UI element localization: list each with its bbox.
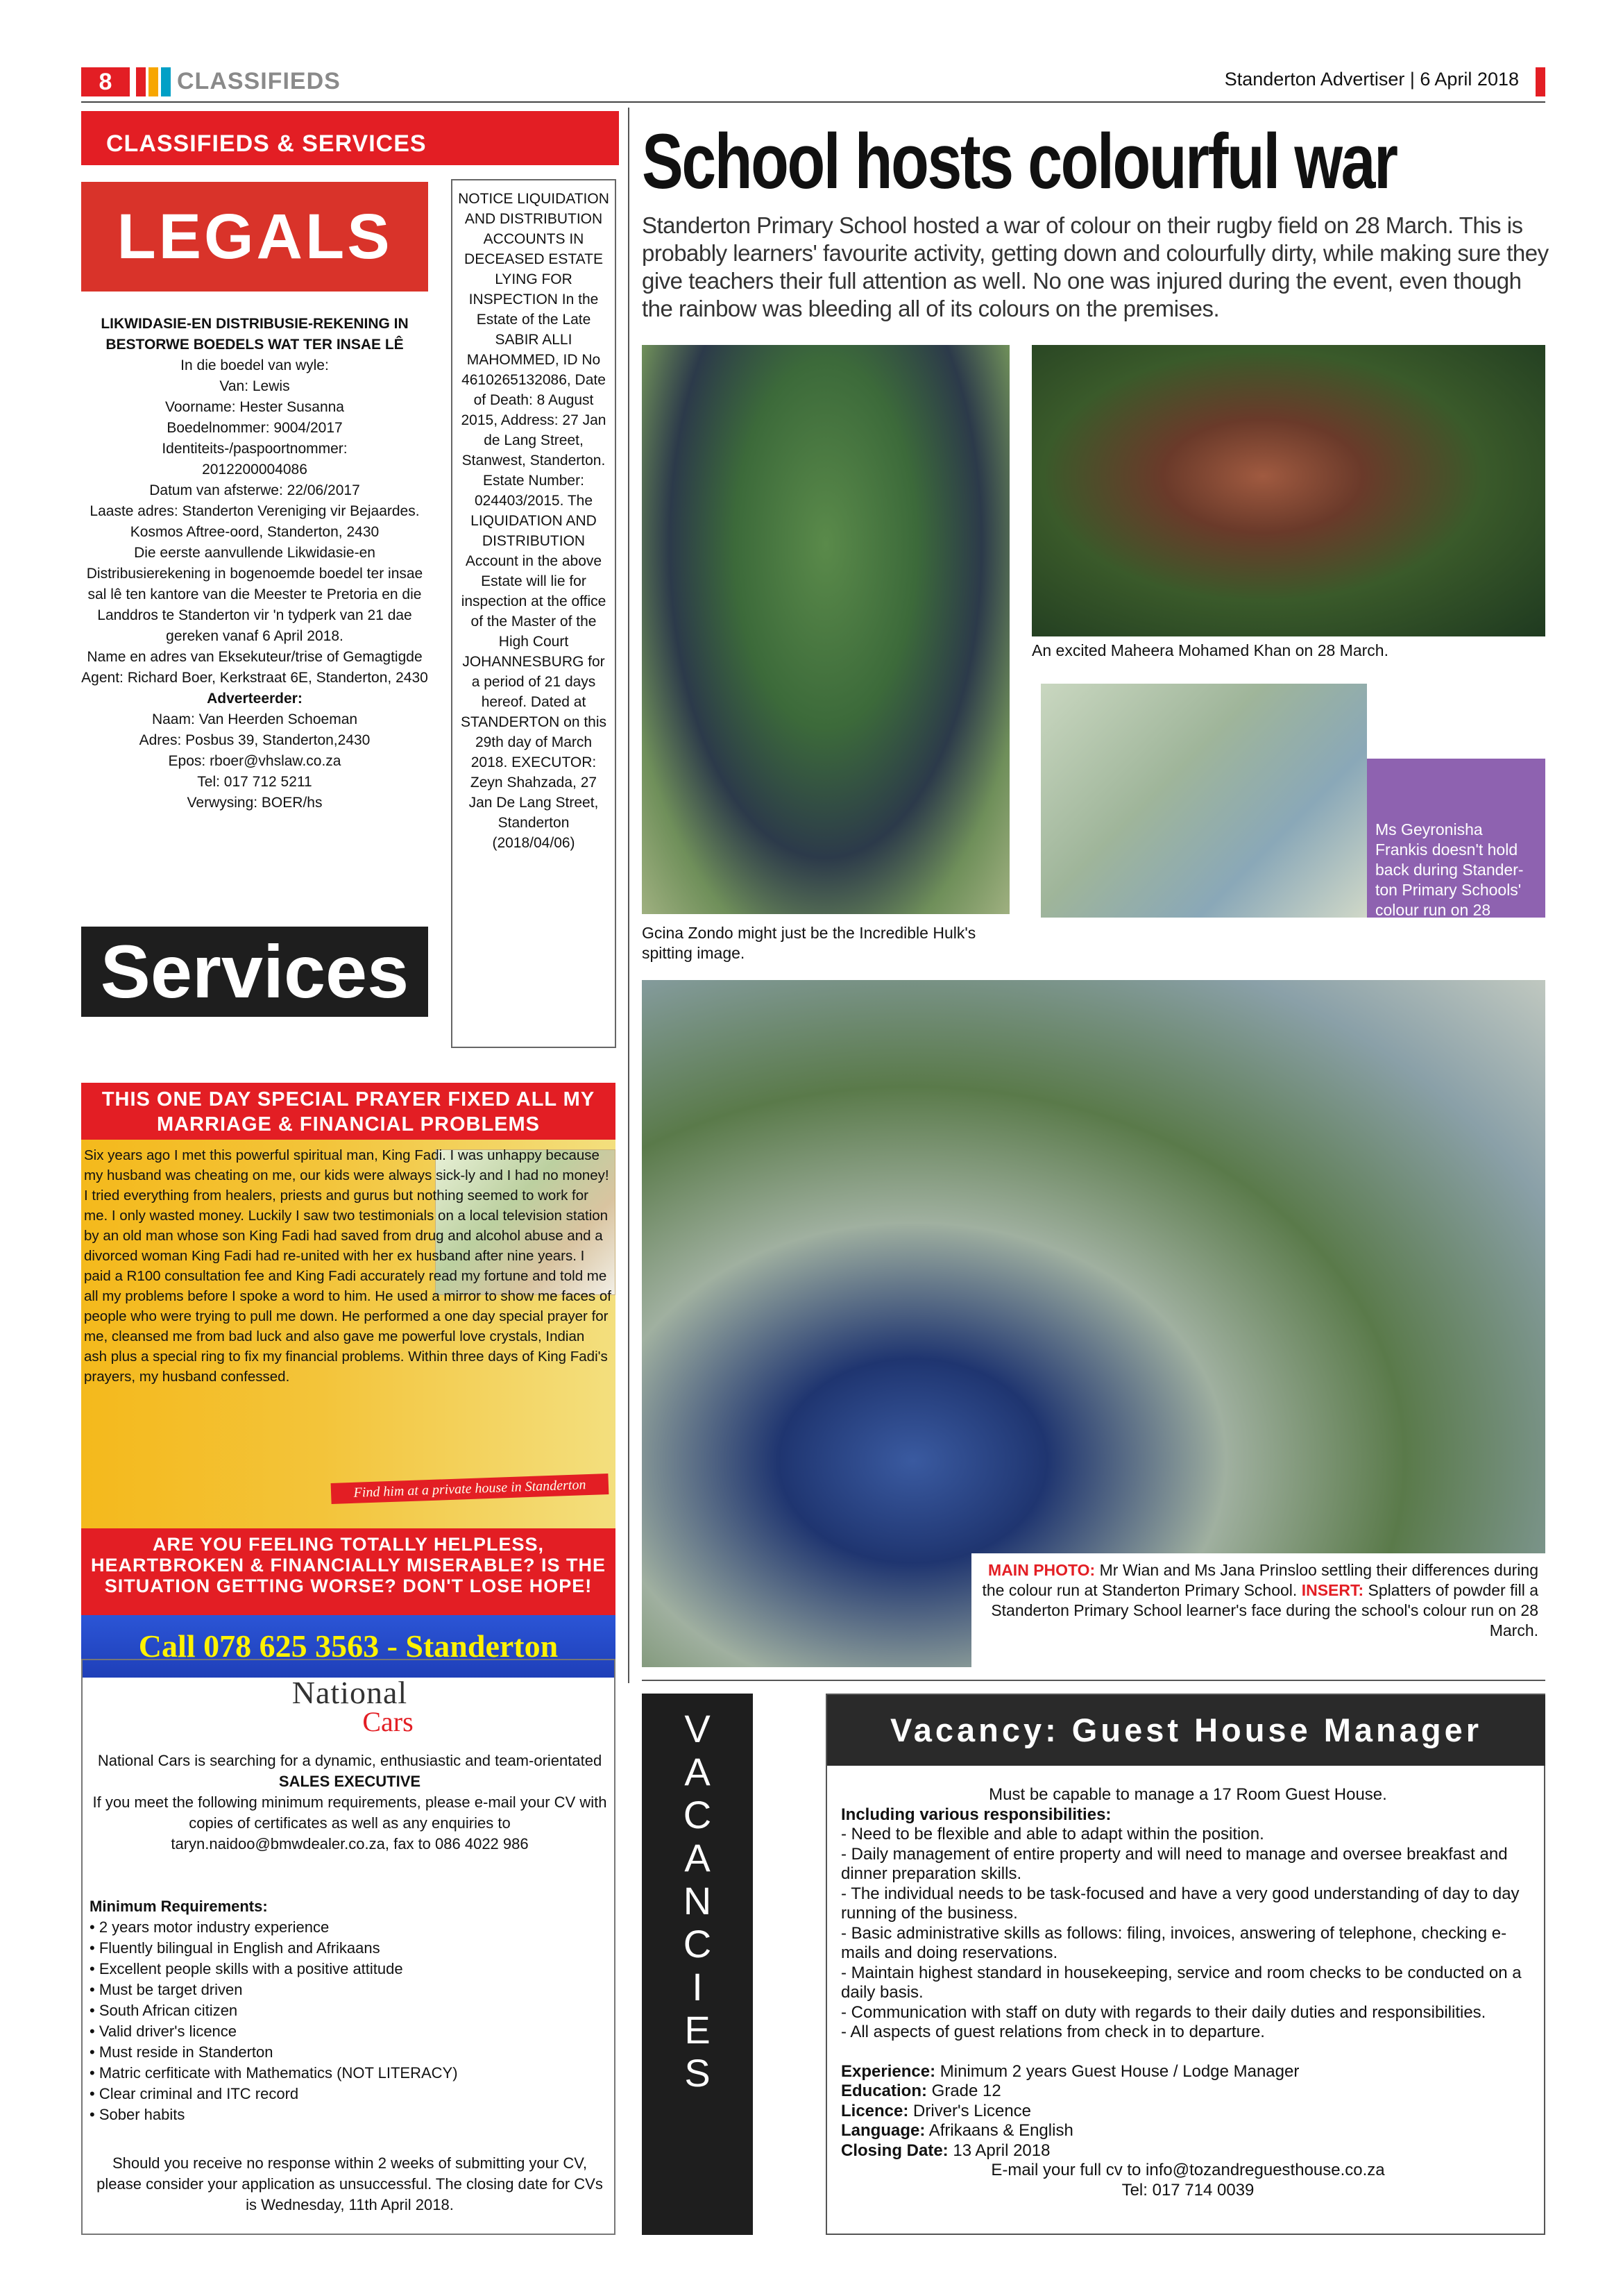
- caption-hulk: Gcina Zondo might just be the Incredible Hulk's spitting image.: [642, 924, 976, 962]
- vacancy-body: [841, 1785, 1535, 2200]
- caption-maheera: An excited Maheera Mohamed Khan on 28 March.: [1032, 641, 1388, 659]
- closing-note: Should you receive no response within 2 weeks of submitting your CV, please consider your application as unsuccessful. The closing date for CVs is Wednesday, 11th April 2018.: [96, 2154, 603, 2213]
- experience-value: Minimum 2 years Guest House / Lodge Manager: [940, 2061, 1300, 2081]
- requirement-item: • South African citizen: [90, 2000, 610, 2021]
- vacancies-letter: V: [684, 1707, 711, 1750]
- experience-row: [841, 2062, 1535, 2082]
- column-rule: [628, 108, 629, 1683]
- national-cars-intro: [90, 1750, 610, 1855]
- legal-line: Naam: Van Heerden Schoeman: [151, 711, 358, 727]
- legal-line: Epos: rboer@vhslaw.co.za: [168, 753, 341, 769]
- insert-caption: Splatters of powder fill a Standerton Primary School learner's face during the school's colour run on 28 March.: [991, 1581, 1538, 1639]
- page-number: 8: [81, 67, 130, 96]
- vacancies-letter: A: [684, 1750, 711, 1793]
- closing-value: 13 April 2018: [953, 2141, 1051, 2160]
- prayer-footer: ARE YOU FEELING TOTALLY HELPLESS, HEARTBROKEN & FINANCIALLY MISERABLE? IS THE SITUATION GETTING WORSE? DON'T LOSE HOPE!: [81, 1528, 615, 1615]
- legal-line: Laaste adres: Standerton Vereniging vir Bejaardes. Kosmos Aftree-oord, Standerton, 2430: [90, 503, 420, 540]
- masthead-accent: [1536, 67, 1545, 96]
- caption-main: [971, 1553, 1545, 1671]
- language-label: Language:: [841, 2121, 926, 2140]
- accent-bar-blue: [161, 67, 171, 96]
- article-intro: Standerton Primary School hosted a war of colour on their rugby field on 28 March. This is probably learners' favourite activity, getting down and colourfully dirty, while making sure they give teachers their full attention as well. No one was injured during the event, even though the rainbow was bleeding all of its colours on the premises.: [642, 212, 1549, 321]
- education-row: [841, 2082, 1535, 2102]
- requirements-title: Minimum Requirements:: [90, 1898, 268, 1915]
- legal-line: Adverteerder:: [207, 691, 303, 707]
- intro-text: National Cars is searching for a dynamic, enthusiastic and team-orientated: [97, 1752, 602, 1769]
- requirement-item: • Matric cerfiticate with Mathematics (NOT LITERACY): [90, 2063, 610, 2084]
- header-rule: [81, 101, 1545, 103]
- legal-line: Boedelnommer: 9004/2017: [167, 420, 343, 436]
- vacancies-letter: S: [684, 2051, 711, 2095]
- responsibility: - Daily management of entire property and will need to manage and oversee breakfast and dinner preparation skills.: [841, 1844, 1508, 1883]
- requirement-item: • Valid driver's licence: [90, 2021, 610, 2042]
- location-ribbon: Find him at a private house in Standerton: [331, 1474, 609, 1504]
- requirement-item: • 2 years motor industry experience: [90, 1917, 610, 1938]
- requirement-item: • Clear criminal and ITC record: [90, 2084, 610, 2104]
- vacancies-letter: I: [692, 1965, 703, 2009]
- closing-row: [841, 2141, 1535, 2161]
- photo-green-face: [642, 345, 1010, 914]
- services-heading: Services: [81, 927, 428, 1017]
- legal-notice: [81, 314, 428, 813]
- legal-line: Die eerste aanvullende Likwidasie-en Distribusierekening in bogenoemde boedel ter insae sal lê ten kantore van die Meester te Pretoria en die Landdros te Standerton vir 'n tydperk van 21 dae gereken vanaf 6 April 2018.: [86, 545, 423, 644]
- legal-line: Van: Lewis: [219, 378, 290, 394]
- classifieds-banner: CLASSIFIEDS & SERVICES: [81, 111, 619, 165]
- photo-teacher-throwing: [1041, 684, 1367, 918]
- licence-label: Licence:: [841, 2101, 909, 2120]
- legal-line: 2012200004086: [202, 462, 307, 478]
- photo-excited-girl: [1032, 345, 1545, 636]
- licence-value: Driver's Licence: [913, 2101, 1032, 2120]
- responsibility: - Need to be flexible and able to adapt within the position.: [841, 1825, 1264, 1843]
- main-photo-label: MAIN PHOTO:: [988, 1561, 1096, 1579]
- responsibility: - Communication with staff on duty with regards to their daily duties and responsibilities.: [841, 2002, 1486, 2022]
- education-label: Education:: [841, 2082, 927, 2100]
- responsibility: - The individual needs to be task-focused and have a very good understanding of day to day running of the business.: [841, 1884, 1520, 1923]
- accent-bar-orange: [148, 67, 158, 96]
- legal-line: Verwysing: BOER/hs: [187, 795, 323, 811]
- requirement-item: • Fluently bilingual in English and Afrikaans: [90, 1938, 610, 1959]
- education-value: Grade 12: [931, 2082, 1001, 2100]
- vacancies-sidebar: [642, 1694, 753, 2235]
- prayer-advert: [81, 1083, 615, 1664]
- vacancy-email: E-mail your full cv to info@tozandreguesthouse.co.za: [991, 2161, 1385, 2179]
- guest-house-vacancy: [826, 1694, 1545, 2235]
- responsibility: - All aspects of guest relations from check in to departure.: [841, 2023, 1265, 2041]
- closing-label: Closing Date:: [841, 2141, 949, 2160]
- apply-text: If you meet the following minimum requirements, please e-mail your CV with copies of certificates as well as any enquiries to taryn.naidoo@bmwdealer.co.za, fax to 086 4022 986: [92, 1793, 607, 1852]
- legal-line: Datum van afsterwe: 22/06/2017: [149, 482, 360, 498]
- requirement-item: • Must be target driven: [90, 1980, 610, 2000]
- legal-line: Name en adres van Eksekuteur/trise of Gemagtigde Agent: Richard Boer, Kerkstraat 6E, Standerton, 2430: [81, 649, 428, 686]
- prayer-body-text: Six years ago I met this powerful spiritual man, King Fadi. I was unhappy because my husband was cheating on me, our kids were always sick-ly and I had no money! I tried everything from healers, priests and gurus but nothing seemed to work for me. I only wasted money. Luckily I saw two testimonials on a local television station by an old man whose son King Fadi had saved from drug and alcohol abuse and a divorced woman King Fadi had re-united with her ex husband after nine years. I paid a R100 consultation fee and King Fadi accurately read my fortune and told me all my problems before I spoke a word to him. He used a mirror to show me faces of people who were trying to pull me down. He performed a one day special prayer for me, cleansed me from bad luck and also gave me powerful love crystals, Indian ash plus a special ring to fix my financial problems. Within three days of King Fadi's prayers, my husband confessed.: [84, 1147, 611, 1385]
- legal-line: Identiteits-/paspoortnommer:: [162, 441, 348, 457]
- prayer-headline: THIS ONE DAY SPECIAL PRAYER FIXED ALL MY MARRIAGE & FINANCIAL PROBLEMS: [81, 1083, 615, 1140]
- vacancies-letter: N: [683, 1879, 712, 1923]
- article-headline: School hosts colourful war: [642, 118, 1397, 205]
- vacancies-letter: E: [684, 2008, 711, 2052]
- requirement-item: • Sober habits: [90, 2104, 610, 2125]
- insert-label: INSERT:: [1301, 1581, 1364, 1599]
- vacancies-letter: A: [684, 1836, 711, 1880]
- national-cars-advert: [81, 1659, 615, 2235]
- legal-line: Adres: Posbus 39, Standerton,2430: [139, 732, 371, 748]
- responsibility: - Maintain highest standard in housekeeping, service and room checks to be conducted on a daily basis.: [841, 1963, 1522, 2002]
- licence-row: [841, 2102, 1535, 2122]
- vacancies-letter: C: [683, 1922, 712, 1966]
- section-rule: [642, 1680, 1545, 1681]
- responsibility: - Basic administrative skills as follows: filing, invoices, answering of telephone, checking e-mails and doing reservations.: [841, 1923, 1507, 1962]
- main-photo-caption: Mr Wian and Ms Jana Prinsloo settling their differences during the colour run at Standerton Primary School.: [982, 1561, 1538, 1599]
- responsibilities-title: Including various responsibilities:: [841, 1805, 1112, 1824]
- language-value: Afrikaans & English: [928, 2121, 1073, 2140]
- prayer-phone: Call 078 625 3563 - Standerton: [81, 1615, 615, 1678]
- estate-notice: NOTICE LIQUIDATION AND DISTRIBUTION ACCOUNTS IN DECEASED ESTATE LYING FOR INSPECTION In the Estate of the Late SABIR ALLI MAHOMMED, ID No 4610265132086, Date of Death: 8 August 2015, Address: 27 Jan de Lang Street, Stanwest, Standerton. Estate Number: 024403/2015. The LIQUIDATION AND DISTRIBUTION Account in the above Estate will lie for inspection at the office of the Master of the High Court JOHANNESBURG for a period of 21 days hereof. Dated at STANDERTON on this 29th day of March 2018. EXECUTOR: Zeyn Shahzada, 27 Jan De Lang Street, Standerton (2018/04/06): [451, 179, 616, 1048]
- legal-notice-title: LIKWIDASIE-EN DISTRIBUSIE-REKENING IN BESTORWE BOEDELS WAT TER INSAE LÊ: [101, 316, 409, 353]
- logo-national: National: [291, 1675, 408, 1710]
- vacancy-title: Vacancy: Guest House Manager: [827, 1695, 1545, 1766]
- experience-label: Experience:: [841, 2061, 936, 2081]
- requirements: [90, 1896, 610, 2125]
- masthead: Standerton Advertiser | 6 April 2018: [1224, 69, 1519, 90]
- legals-heading: LEGALS: [81, 182, 428, 292]
- legal-line: Tel: 017 712 5211: [197, 774, 312, 790]
- accent-bar-red: [136, 67, 146, 96]
- vacancies-letter: C: [683, 1793, 712, 1837]
- language-row: [841, 2121, 1535, 2141]
- logo-cars: Cars: [362, 1706, 414, 1737]
- caption-frankis: Ms Geyronisha Frankis doesn't hold back during Stander-ton Primary Schools' colour run on 28 March.: [1367, 759, 1545, 918]
- requirement-item: • Must reside in Standerton: [90, 2042, 610, 2063]
- position-title: SALES EXECUTIVE: [278, 1773, 421, 1790]
- vacancy-tel: Tel: 017 714 0039: [1121, 2180, 1255, 2200]
- section-label: CLASSIFIEDS: [177, 68, 341, 94]
- national-cars-logo: [83, 1674, 617, 1738]
- requirement-item: • Excellent people skills with a positive attitude: [90, 1959, 610, 1980]
- legal-line: Voorname: Hester Susanna: [165, 399, 344, 415]
- vacancy-lead: Must be capable to manage a 17 Room Guest House.: [989, 1785, 1387, 1804]
- legal-line: In die boedel van wyle:: [180, 357, 329, 373]
